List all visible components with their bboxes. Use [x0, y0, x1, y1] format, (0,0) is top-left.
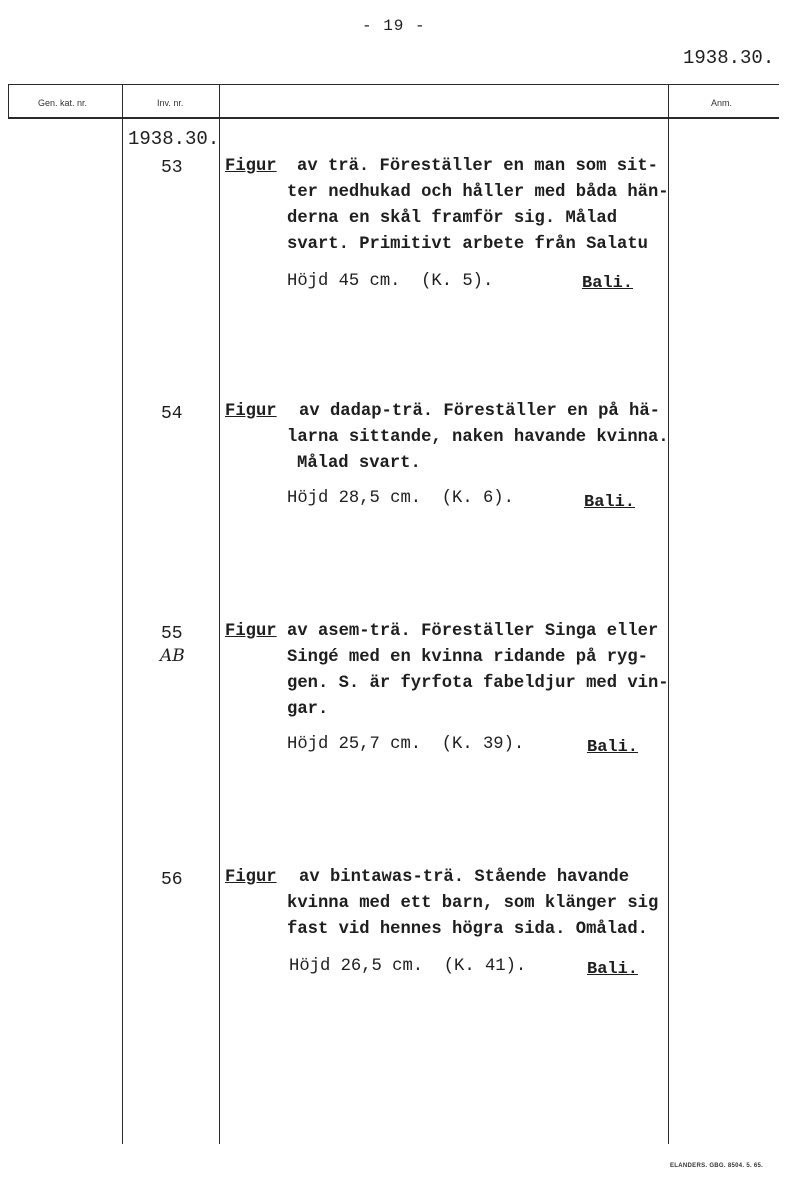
inventory-number: 55	[161, 624, 183, 644]
table-top-rule	[8, 84, 779, 85]
entry-text-line: av bintawas-trä. Stående havande	[299, 868, 630, 887]
catalog-year: 1938.30.	[683, 47, 775, 69]
entry-text-line: fast vid hennes högra sida. Omålad.	[287, 920, 648, 939]
entry-text-line: svart. Primitivt arbete från Salatu	[287, 235, 648, 254]
year-label: 1938.30.	[128, 128, 220, 150]
inventory-number: 54	[161, 404, 183, 424]
entry-text-line: av dadap-trä. Föreställer en på hä-	[299, 402, 660, 421]
column-header-gen-kat-nr: Gen. kat. nr.	[38, 98, 88, 108]
entry-text-line: av asem-trä. Föreställer Singa eller	[287, 622, 659, 641]
inventory-number: 53	[161, 158, 183, 178]
entry-measurement: Höjd 25,7 cm. (K. 39).	[287, 735, 525, 754]
column-header-anm: Anm.	[711, 98, 733, 108]
entry-text-line: kvinna med ett barn, som klänger sig	[287, 894, 659, 913]
entry-measurement: Höjd 45 cm. (K. 5).	[287, 272, 494, 291]
entry-text-line: derna en skål framför sig. Målad	[287, 209, 618, 228]
entry-keyword: Figur	[225, 402, 277, 421]
entry-location: Bali.	[584, 493, 636, 512]
header-bottom-rule	[8, 117, 779, 119]
entry-measurement: Höjd 26,5 cm. (K. 41).	[289, 957, 527, 976]
column-divider-description	[219, 84, 220, 1144]
column-header-inv-nr: Inv. nr.	[157, 98, 184, 108]
entry-text-line: larna sittande, naken havande kvinna.	[287, 428, 669, 447]
printer-mark: ELANDERS. GBG. 8504. 5. 65.	[670, 1163, 764, 1169]
entry-text-line: gen. S. är fyrfota fabeldjur med vin-	[287, 674, 669, 693]
entry-keyword: Figur	[225, 157, 277, 176]
inventory-suffix: AB	[160, 646, 185, 666]
entry-location: Bali.	[587, 738, 639, 757]
page-number: - 19 -	[362, 17, 426, 35]
entry-keyword: Figur	[225, 868, 277, 887]
column-divider-anm	[668, 84, 669, 1144]
column-divider-gen-kat	[8, 84, 9, 118]
entry-text-line: Målad svart.	[297, 454, 421, 473]
entry-location: Bali.	[587, 960, 639, 979]
entry-text-line: gar.	[287, 700, 329, 719]
entry-text-line: av trä. Föreställer en man som sit-	[297, 157, 658, 176]
entry-keyword: Figur	[225, 622, 277, 641]
entry-measurement: Höjd 28,5 cm. (K. 6).	[287, 489, 514, 508]
inventory-number: 56	[161, 870, 183, 890]
column-divider-inv	[122, 84, 123, 1144]
entry-text-line: Singé med en kvinna ridande på ryg-	[287, 648, 648, 667]
entry-text-line: ter nedhukad och håller med båda hän-	[287, 183, 669, 202]
entry-location: Bali.	[582, 274, 634, 293]
